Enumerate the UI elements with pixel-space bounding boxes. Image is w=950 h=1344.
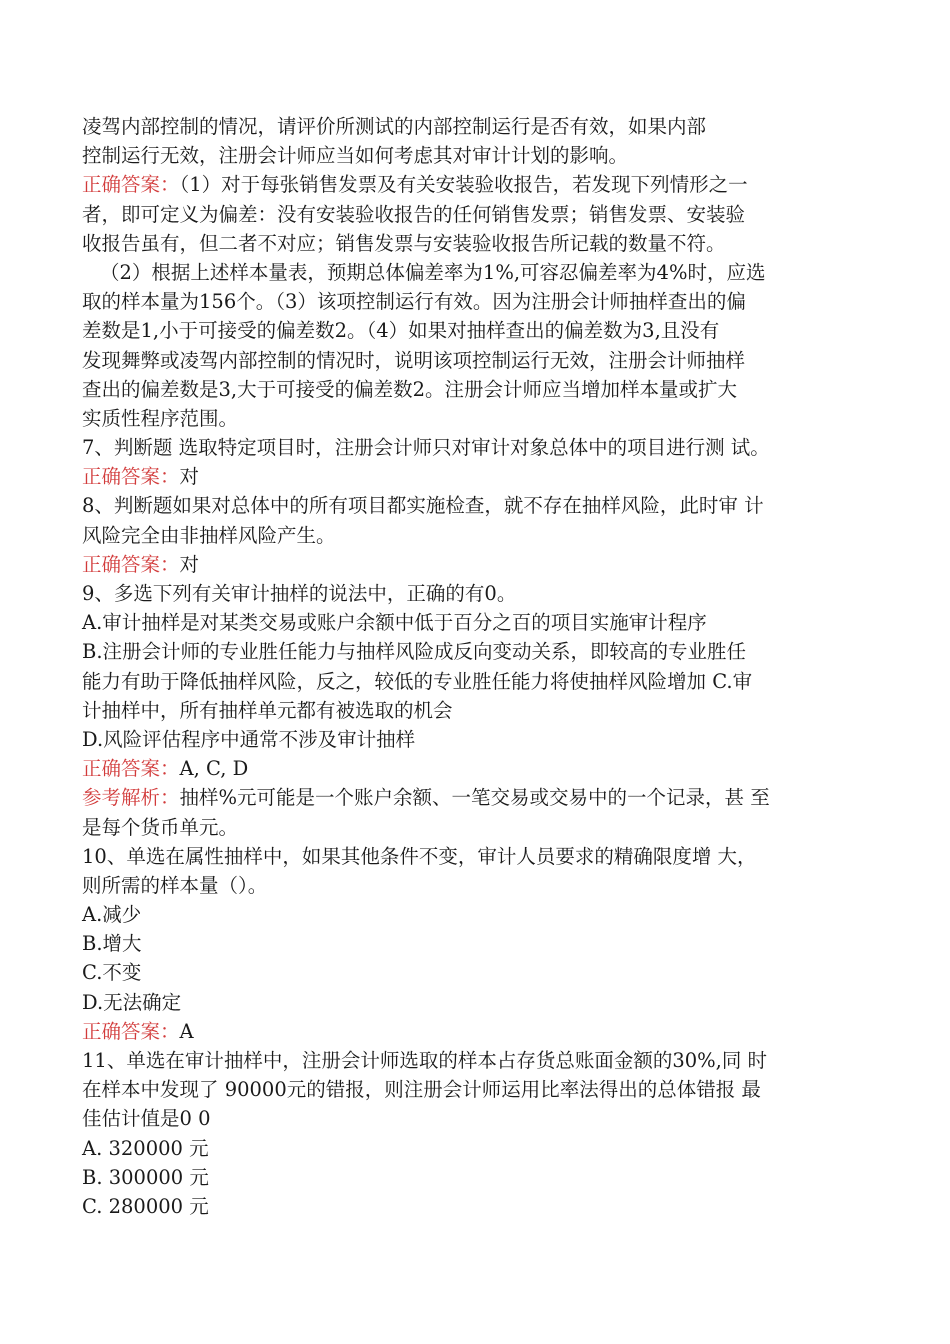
line-text: A. 320000 元: [82, 1136, 209, 1160]
line-text: 在样本中发现了 90000元的错报，则注册会计师运用比率法得出的总体错报 最: [82, 1078, 761, 1102]
text-line: [82, 404, 872, 433]
line-text: （1）对于每张销售发票及有关安装验收报告，若发现下列情形之一: [179, 173, 748, 197]
line-text: B.增大: [82, 932, 142, 956]
text-line: [82, 958, 872, 987]
text-line: [82, 316, 872, 345]
text-line: [82, 200, 872, 229]
line-text: 实质性程序范围。: [82, 406, 239, 430]
line-text: B. 300000 元: [82, 1165, 209, 1189]
line-text: 11、单选在审计抽样中，注册会计师选取的样本占存货总账面金额的30%,同 时: [82, 1049, 768, 1072]
text-line: [82, 1192, 872, 1221]
line-text: 收报告虽有，但二者不对应；销售发票与安装验收报告所记载的数量不符。: [82, 231, 726, 255]
line-text: B.注册会计师的专业胜任能力与抽样风险成反向变动关系，即较高的专业胜任: [82, 640, 747, 664]
answer-line: [82, 170, 872, 199]
answer-line: [82, 1017, 872, 1046]
text-line: [82, 813, 872, 842]
text-line: [82, 141, 872, 170]
answer-label: 正确答案：: [82, 552, 180, 576]
text-line: [82, 1163, 872, 1192]
line-text: 7、判断题 选取特定项目时，注册会计师只对审计对象总体中的项目进行测 试。: [82, 436, 770, 460]
line-text: D.无法确定: [82, 990, 182, 1014]
text-line: [82, 579, 872, 608]
line-text: 9、多选下列有关审计抽样的说法中，正确的有0。: [82, 582, 517, 605]
answer-label: 正确答案：: [82, 465, 180, 489]
text-line: [82, 229, 872, 258]
line-text: （2）根据上述样本量表，预期总体偏差率为1%,可容忍偏差率为4%时，应选: [100, 260, 766, 284]
text-line: [82, 842, 872, 871]
line-text: A, C, D: [179, 757, 249, 781]
line-text: D.风险评估程序中通常不涉及审计抽样: [82, 727, 416, 751]
text-line: [82, 1104, 872, 1133]
line-text: 佳估计值是0 0: [82, 1107, 211, 1131]
text-line: [82, 608, 872, 637]
text-line: [82, 375, 872, 404]
line-text: 是每个货币单元。: [82, 815, 239, 839]
line-text: C.不变: [82, 961, 142, 985]
answer-label: 参考解析：: [82, 786, 180, 810]
answer-line: [82, 462, 872, 491]
text-line: [82, 1134, 872, 1163]
line-text: 10、单选在属性抽样中，如果其他条件不变，审计人员要求的精确限度增 大，: [82, 844, 757, 868]
line-text: 者，即可定义为偏差：没有安装验收报告的任何销售发票；销售发票、安装验: [82, 202, 746, 226]
answer-label: 正确答案：: [82, 757, 180, 781]
text-line: [82, 725, 872, 754]
text-line: [82, 433, 872, 462]
line-text: 对: [179, 465, 200, 489]
answer-line: [82, 754, 872, 783]
text-line: [82, 929, 872, 958]
text-line: [82, 346, 872, 375]
line-text: 查出的偏差数是3,大于可接受的偏差数2。注册会计师应当增加样本量或扩大: [82, 377, 738, 401]
text-line: [82, 112, 872, 141]
line-text: 对: [179, 552, 200, 576]
line-text: 发现舞弊或凌驾内部控制的情况时，说明该项控制运行无效，注册会计师抽样: [82, 348, 746, 372]
line-text: 差数是1,小于可接受的偏差数2。（4）如果对抽样查出的偏差数为3,且没有: [82, 319, 720, 343]
text-line: [82, 871, 872, 900]
text-line: [82, 1046, 872, 1075]
answer-line: [82, 783, 872, 812]
line-text: C. 280000 元: [82, 1194, 209, 1218]
line-text: 抽样%元可能是一个账户余额、一笔交易或交易中的一个记录，甚 至: [179, 786, 770, 810]
line-text: 控制运行无效，注册会计师应当如何考虑其对审计计划的影响。: [82, 144, 629, 168]
line-text: 8、判断题如果对总体中的所有项目都实施检查，就不存在抽样风险，此时审 计: [82, 494, 764, 518]
text-line: [82, 1075, 872, 1104]
line-text: A.减少: [82, 903, 142, 927]
answer-label: 正确答案：: [82, 173, 180, 197]
text-line: [82, 258, 872, 287]
text-line: [82, 900, 872, 929]
text-line: [82, 988, 872, 1017]
line-text: 取的样本量为156个。（3）该项控制运行有效。因为注册会计师抽样查出的偏: [82, 290, 746, 314]
text-line: [82, 521, 872, 550]
line-text: 能力有助于降低抽样风险，反之，较低的专业胜任能力将使抽样风险增加 C.审: [82, 669, 753, 693]
text-line: [82, 667, 872, 696]
text-line: [82, 637, 872, 666]
line-text: 计抽样中，所有抽样单元都有被选取的机会: [82, 698, 453, 722]
document-page: [82, 112, 872, 1221]
text-line: [82, 287, 872, 316]
line-text: 风险完全由非抽样风险产生。: [82, 523, 336, 547]
line-text: A: [179, 1019, 194, 1043]
line-text: 凌驾内部控制的情况，请评价所测试的内部控制运行是否有效，如果内部: [82, 115, 707, 138]
answer-line: [82, 550, 872, 579]
line-text: A.审计抽样是对某类交易或账户余额中低于百分之百的项目实施审计程序: [82, 611, 707, 635]
text-line: [82, 696, 872, 725]
answer-label: 正确答案：: [82, 1019, 180, 1043]
line-text: 则所需的样本量（）。: [82, 873, 268, 897]
text-line: [82, 491, 872, 520]
